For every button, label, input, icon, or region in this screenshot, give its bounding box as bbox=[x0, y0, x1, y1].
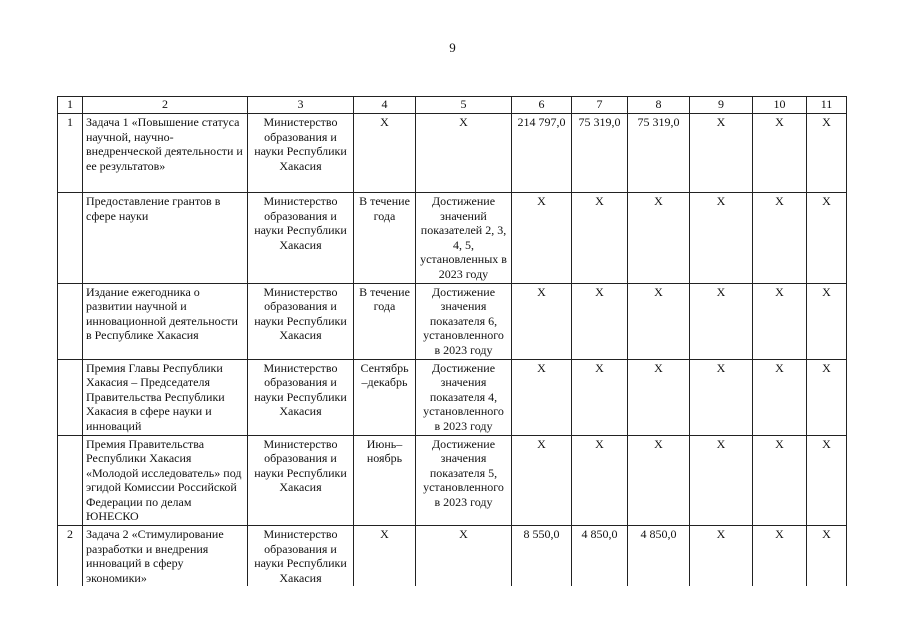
value-col7: Х bbox=[572, 359, 628, 435]
executor: Министерство образования и науки Республики Хакасия bbox=[248, 114, 354, 193]
value-col11: Х bbox=[807, 283, 847, 359]
header-cell: 5 bbox=[416, 97, 512, 114]
result: Достижение значения показателя 6, установленного в 2023 году bbox=[416, 283, 512, 359]
value-col6: 214 797,0 bbox=[512, 114, 572, 193]
value-col6: Х bbox=[512, 435, 572, 526]
page-number: 9 bbox=[449, 40, 456, 55]
plan-table bbox=[57, 96, 847, 586]
value-col10: Х bbox=[753, 435, 807, 526]
header-cell: 8 bbox=[628, 97, 690, 114]
value-col6: Х bbox=[512, 193, 572, 284]
value-col8: Х bbox=[628, 435, 690, 526]
header-cell: 2 bbox=[83, 97, 248, 114]
value-col11: Х bbox=[807, 359, 847, 435]
table-row bbox=[58, 359, 847, 435]
header-cell: 9 bbox=[690, 97, 753, 114]
executor: Министерство образования и науки Республики Хакасия bbox=[248, 193, 354, 284]
value-col10: Х bbox=[753, 526, 807, 587]
value-col9: Х bbox=[690, 359, 753, 435]
row-number: 2 bbox=[58, 526, 83, 587]
value-col10: Х bbox=[753, 359, 807, 435]
term: Июнь– ноябрь bbox=[354, 435, 416, 526]
table-row bbox=[58, 526, 847, 587]
value-col7: 75 319,0 bbox=[572, 114, 628, 193]
row-number bbox=[58, 435, 83, 526]
value-col7: Х bbox=[572, 193, 628, 284]
header-cell: 1 bbox=[58, 97, 83, 114]
header-cell: 4 bbox=[354, 97, 416, 114]
result: Достижение значения показателя 5, установленного в 2023 году bbox=[416, 435, 512, 526]
value-col8: Х bbox=[628, 193, 690, 284]
executor: Министерство образования и науки Республики Хакасия bbox=[248, 359, 354, 435]
header-cell: 10 bbox=[753, 97, 807, 114]
executor: Министерство образования и науки Республики Хакасия bbox=[248, 283, 354, 359]
table-row bbox=[58, 193, 847, 284]
value-col10: Х bbox=[753, 193, 807, 284]
executor: Министерство образования и науки Республики Хакасия bbox=[248, 526, 354, 587]
value-col11: Х bbox=[807, 193, 847, 284]
header-cell: 11 bbox=[807, 97, 847, 114]
header-cell: 6 bbox=[512, 97, 572, 114]
header-cell: 7 bbox=[572, 97, 628, 114]
task-name: Задача 2 «Стимулирование разработки и внедрения инноваций в сферу экономики» bbox=[83, 526, 248, 587]
value-col8: Х bbox=[628, 359, 690, 435]
task-name: Издание ежегодника о развитии научной и инновационной деятельности в Республике Хакасия bbox=[83, 283, 248, 359]
table-row bbox=[58, 435, 847, 526]
term: Х bbox=[354, 114, 416, 193]
value-col11: Х bbox=[807, 526, 847, 587]
table-row bbox=[58, 283, 847, 359]
header-row bbox=[58, 97, 847, 114]
row-number bbox=[58, 359, 83, 435]
value-col9: Х bbox=[690, 114, 753, 193]
value-col11: Х bbox=[807, 435, 847, 526]
value-col9: Х bbox=[690, 435, 753, 526]
value-col7: 4 850,0 bbox=[572, 526, 628, 587]
term: В течение года bbox=[354, 193, 416, 284]
value-col10: Х bbox=[753, 283, 807, 359]
value-col6: Х bbox=[512, 283, 572, 359]
term: Х bbox=[354, 526, 416, 587]
term: Сентябрь –декабрь bbox=[354, 359, 416, 435]
row-number bbox=[58, 283, 83, 359]
header-cell: 3 bbox=[248, 97, 354, 114]
result: Достижение значений показателей 2, 3, 4, 5, установленных в 2023 году bbox=[416, 193, 512, 284]
value-col7: Х bbox=[572, 435, 628, 526]
task-name: Премия Главы Республики Хакасия – Председателя Правительства Республики Хакасия в сфере науки и инноваций bbox=[83, 359, 248, 435]
value-col9: Х bbox=[690, 526, 753, 587]
result: Достижение значения показателя 4, установленного в 2023 году bbox=[416, 359, 512, 435]
value-col11: Х bbox=[807, 114, 847, 193]
task-name: Премия Правительства Республики Хакасия «Молодой исследователь» под эгидой Комиссии Российской Федерации по делам ЮНЕСКО bbox=[83, 435, 248, 526]
value-col6: 8 550,0 bbox=[512, 526, 572, 587]
value-col7: Х bbox=[572, 283, 628, 359]
value-col8: Х bbox=[628, 283, 690, 359]
executor: Министерство образования и науки Республики Хакасия bbox=[248, 435, 354, 526]
result: Х bbox=[416, 114, 512, 193]
value-col9: Х bbox=[690, 283, 753, 359]
term: В течение года bbox=[354, 283, 416, 359]
task-name: Задача 1 «Повышение статуса научной, научно-внедренческой деятельности и ее результатов» bbox=[83, 114, 248, 193]
value-col10: Х bbox=[753, 114, 807, 193]
value-col8: 4 850,0 bbox=[628, 526, 690, 587]
value-col9: Х bbox=[690, 193, 753, 284]
result: Х bbox=[416, 526, 512, 587]
value-col6: Х bbox=[512, 359, 572, 435]
row-number bbox=[58, 193, 83, 284]
table-row bbox=[58, 114, 847, 193]
row-number: 1 bbox=[58, 114, 83, 193]
value-col8: 75 319,0 bbox=[628, 114, 690, 193]
task-name: Предоставление грантов в сфере науки bbox=[83, 193, 248, 284]
